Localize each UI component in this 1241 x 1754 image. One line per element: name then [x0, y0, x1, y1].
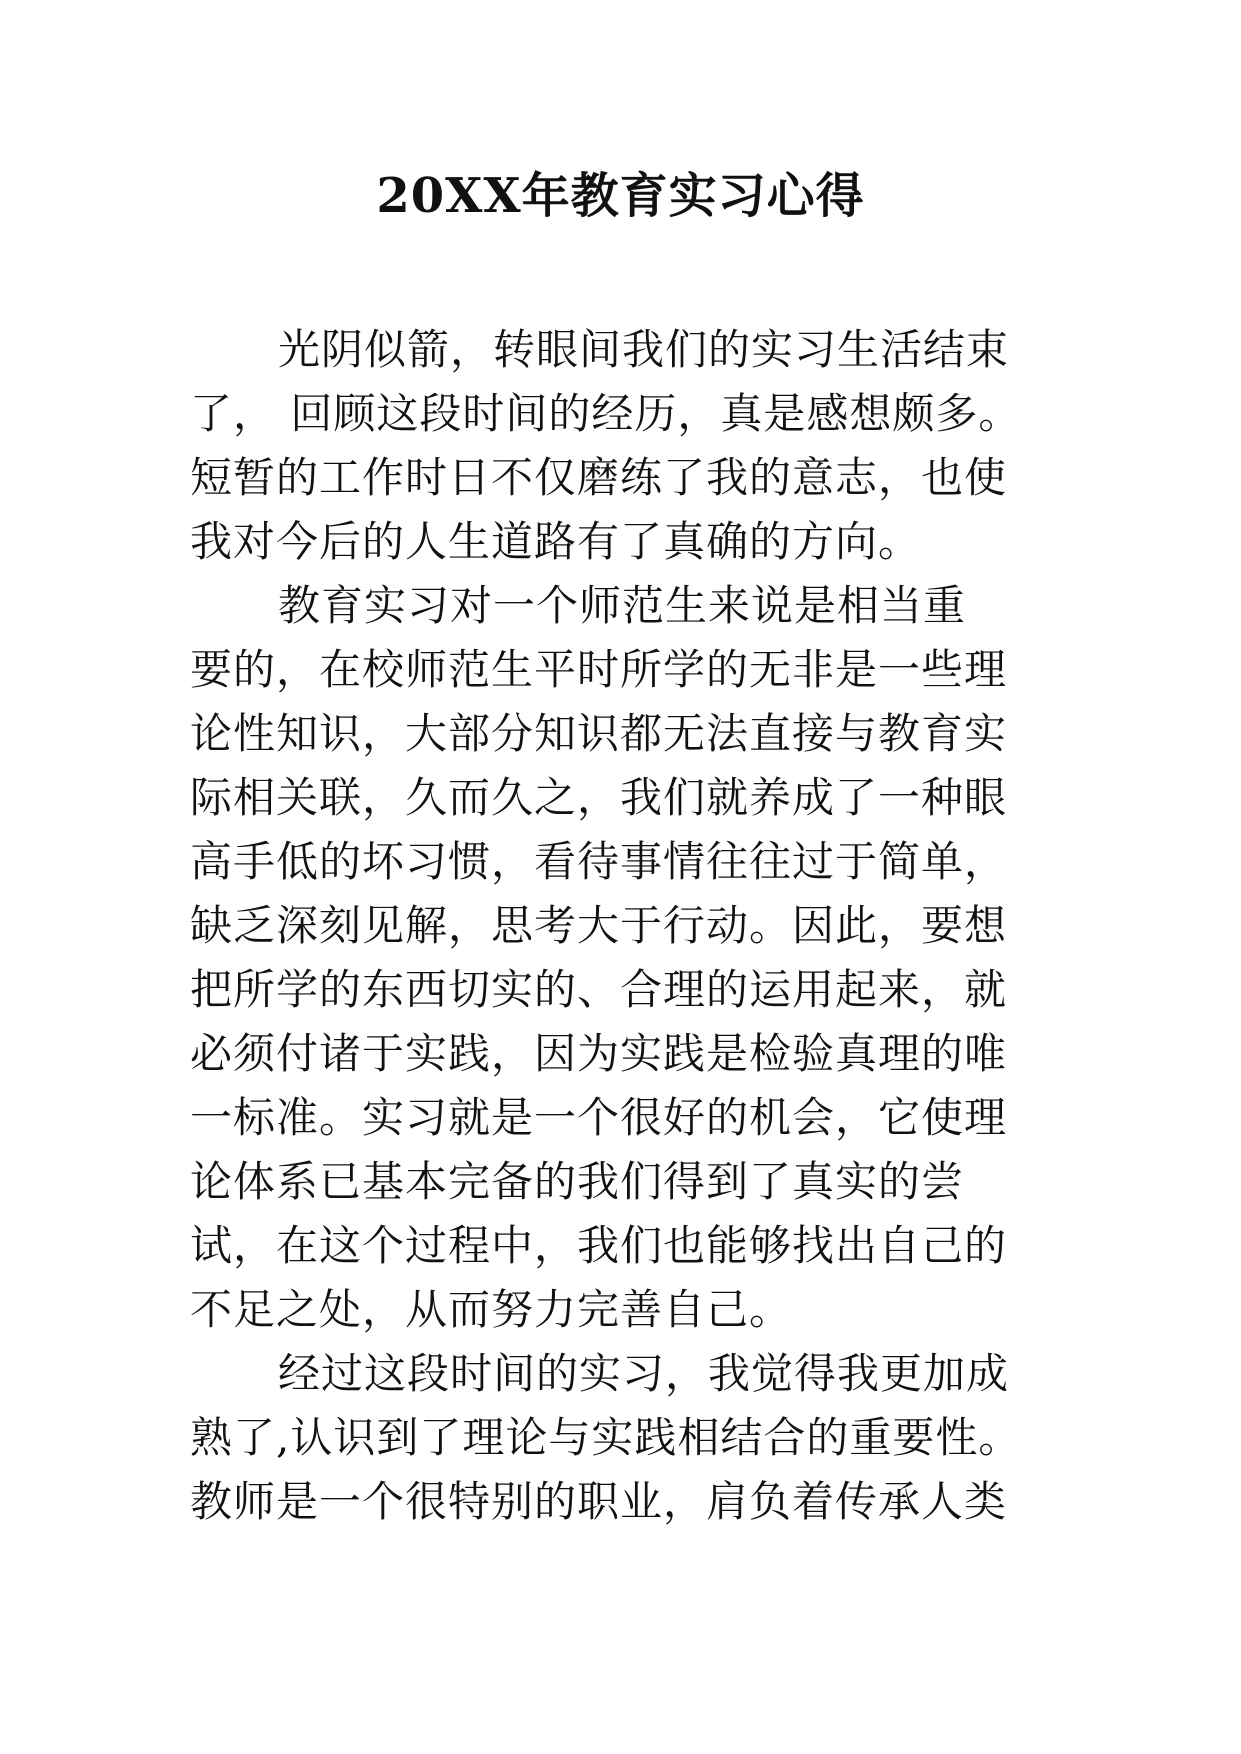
paragraph-1-line-4: 我对今后的人生道路有了真确的方向。: [190, 517, 922, 566]
paragraph-2-line-8: 必须付诸于实践，因为实践是检验真理的唯: [190, 1029, 1008, 1078]
document-title: 20XX年教育实习心得: [376, 168, 865, 224]
paragraph-1-line-1: 光阴似箭，转眼间我们的实习生活结束: [278, 325, 1010, 374]
paragraph-2-line-3: 论性知识，大部分知识都无法直接与教育实: [190, 709, 1008, 758]
paragraph-2-line-2: 要的，在校师范生平时所学的无非是一些理: [190, 645, 1008, 694]
paragraph-2-line-12: 不足之处，从而努力完善自己。: [190, 1285, 793, 1334]
paragraph-2-line-5: 高手低的坏习惯，看待事情往往过于简单，: [190, 837, 1008, 886]
paragraph-2-line-1: 教育实习对一个师范生来说是相当重: [278, 581, 967, 630]
paragraph-2-line-9: 一标准。实习就是一个很好的机会，它使理: [190, 1093, 1008, 1142]
paragraph-2-line-10: 论体系已基本完备的我们得到了真实的尝: [190, 1157, 965, 1206]
paragraph-2-line-7: 把所学的东西切实的、合理的运用起来，就: [190, 965, 1008, 1014]
paragraph-2-line-4: 际相关联，久而久之，我们就养成了一种眼: [190, 773, 1008, 822]
paragraph-3-line-2: 熟了,认识到了理论与实践相结合的重要性。: [190, 1413, 1022, 1462]
paragraph-3-line-3: 教师是一个很特别的职业，肩负着传承人类: [190, 1477, 1008, 1526]
paragraph-2-line-11: 试，在这个过程中，我们也能够找出自己的: [190, 1221, 1008, 1270]
paragraph-2-line-6: 缺乏深刻见解，思考大于行动。因此，要想: [190, 901, 1008, 950]
paragraph-1-line-3: 短暂的工作时日不仅磨练了我的意志，也使: [190, 453, 1008, 502]
paragraph-1-line-2: 了， 回顾这段时间的经历，真是感想颇多。: [190, 389, 1022, 438]
document-body: [190, 318, 1070, 1534]
paragraph-3-line-1: 经过这段时间的实习，我觉得我更加成: [278, 1349, 1010, 1398]
